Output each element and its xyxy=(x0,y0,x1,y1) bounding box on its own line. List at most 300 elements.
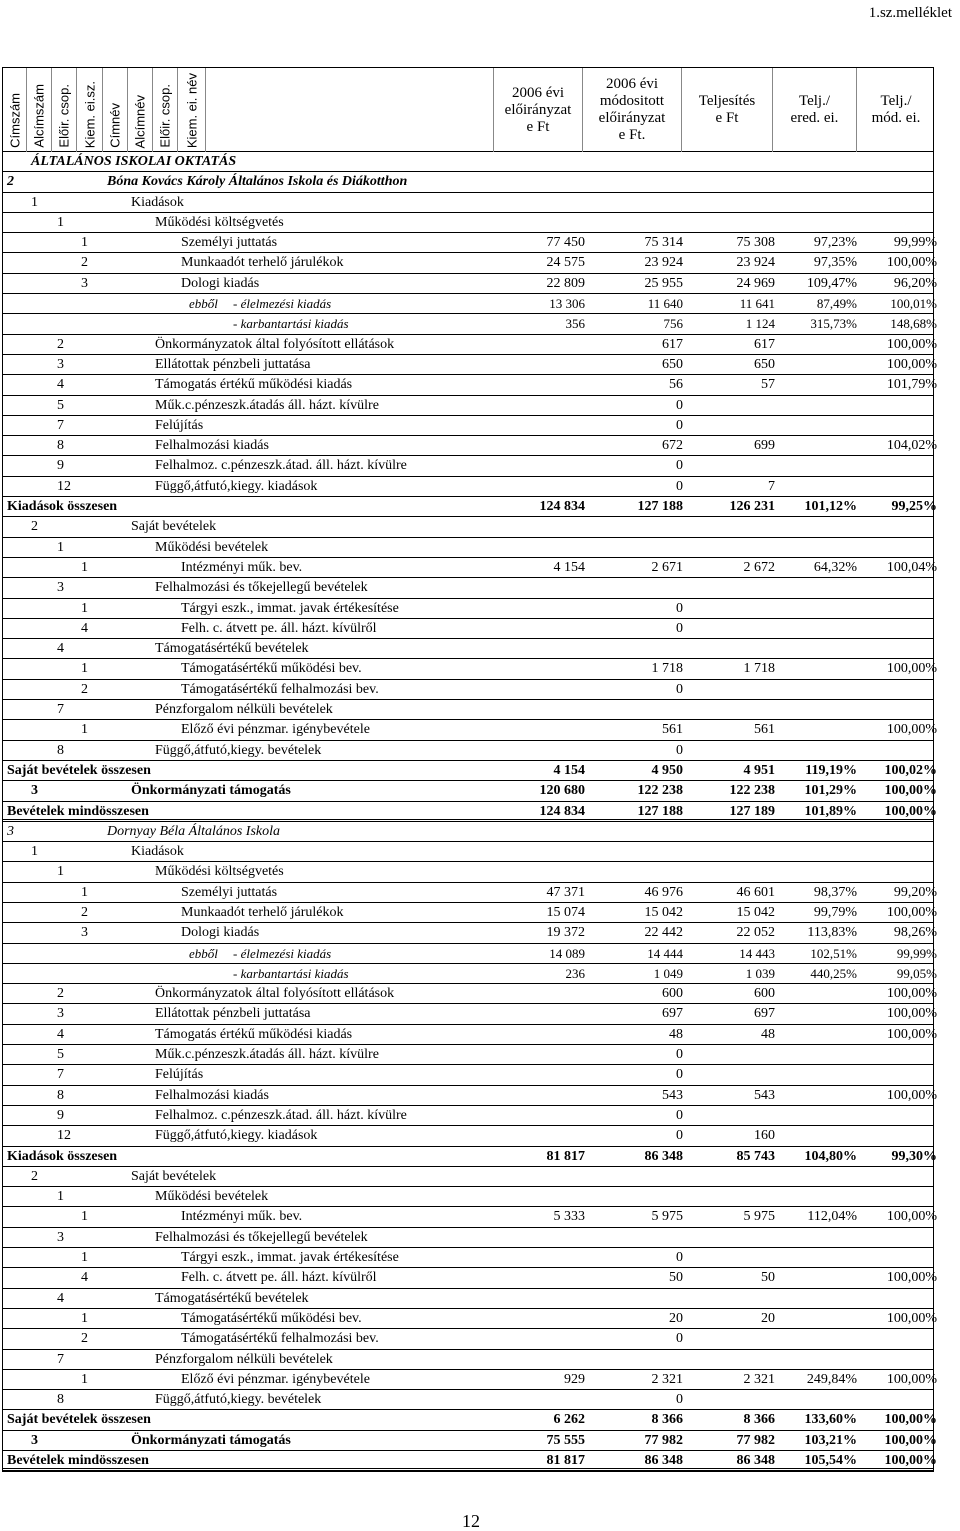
value-col-5: 104,02% xyxy=(886,438,937,454)
value-col-1: 81 817 xyxy=(546,1453,585,1468)
row-label: Felhalmozási és tőkejellegű bevételek xyxy=(155,580,368,596)
table-row xyxy=(3,172,933,192)
row-label: Dologi kiadás xyxy=(181,925,260,941)
row-code: 4 xyxy=(57,1026,64,1042)
value-col-2: 11 640 xyxy=(647,296,683,312)
column-header-1 xyxy=(494,68,583,152)
table-row xyxy=(3,193,933,213)
row-label: Bevételek mindösszesen xyxy=(7,1453,149,1468)
row-label: Előző évi pénzmar. igénybevétele xyxy=(181,1371,370,1387)
table-row xyxy=(3,1410,937,1430)
vertical-header-3 xyxy=(52,68,77,152)
value-col-5: 100,00% xyxy=(884,783,937,799)
value-col-3: 127 189 xyxy=(729,803,775,819)
value-col-3: 24 969 xyxy=(736,275,775,291)
row-label: Bóna Kovács Károly Általános Iskola és Diákotthon xyxy=(107,174,408,190)
row-code: 8 xyxy=(57,1087,64,1103)
value-col-2: 75 314 xyxy=(644,235,683,251)
value-col-5: 100,04% xyxy=(886,559,937,575)
value-col-4: 97,35% xyxy=(813,255,857,271)
value-col-2: 14 444 xyxy=(647,945,683,961)
row-label: Önkormányzatok által folyósított ellátások xyxy=(155,986,395,1002)
value-col-4: 101,12% xyxy=(804,499,857,515)
row-code: 7 xyxy=(57,1067,64,1083)
row-label: Saját bevételek összesen xyxy=(7,1412,151,1428)
value-col-5: 100,01% xyxy=(890,296,937,312)
table-row xyxy=(3,619,933,639)
value-col-4: 103,21% xyxy=(804,1432,857,1448)
value-col-1: 13 306 xyxy=(549,296,585,312)
row-label: Saját bevételek xyxy=(131,519,217,535)
row-label: Működési költségvetés xyxy=(155,864,284,880)
value-col-3: 2 672 xyxy=(743,559,775,575)
value-col-1: 75 555 xyxy=(546,1432,585,1448)
value-col-5: 100,00% xyxy=(886,904,937,920)
value-col-3: 23 924 xyxy=(736,255,775,271)
row-label: Önkormányzatok által folyósított ellátások xyxy=(155,336,395,352)
row-code: 2 xyxy=(31,519,38,535)
value-col-2: 25 955 xyxy=(644,275,683,291)
row-label: Felhalmozási kiadás xyxy=(155,1087,269,1103)
value-col-3: 1 718 xyxy=(743,661,775,677)
row-label: Műk.c.pénzeszk.átadás áll. házt. kívülre xyxy=(155,1047,379,1063)
value-col-2: 77 982 xyxy=(644,1432,683,1448)
row-label: Műk.c.pénzeszk.átadás áll. házt. kívülre xyxy=(155,397,379,413)
vertical-header-2 xyxy=(27,68,52,152)
annex-label: 1.sz.melléklet xyxy=(868,5,952,21)
value-col-3: 122 238 xyxy=(729,783,775,799)
table-row xyxy=(3,639,933,659)
table-row xyxy=(3,964,937,984)
value-col-2: 543 xyxy=(662,1087,683,1103)
value-col-5: 100,00% xyxy=(884,1412,937,1428)
row-code: 1 xyxy=(57,539,64,555)
table-row xyxy=(3,416,933,436)
value-col-5: 100,00% xyxy=(886,1026,937,1042)
value-col-1: 236 xyxy=(565,965,585,981)
table-row xyxy=(3,497,937,517)
row-code: 2 xyxy=(81,681,88,697)
row-label: Felújítás xyxy=(155,1067,204,1083)
row-label: Felhalmoz. c.pénzeszk.átad. áll. házt. kívülre xyxy=(155,458,407,474)
table-row xyxy=(3,436,937,456)
value-col-1: 4 154 xyxy=(553,559,585,575)
row-label: Támogatás értékű működési kiadás xyxy=(155,377,353,393)
row-label: Kiadások xyxy=(131,194,184,210)
vertical-header-label: Címszám xyxy=(7,93,22,148)
row-label: Támogatásértékű bevételek xyxy=(155,641,309,657)
table-row xyxy=(3,822,933,842)
row-code: 8 xyxy=(57,438,64,454)
table-row xyxy=(3,1106,933,1126)
table-header xyxy=(3,68,933,152)
row-code: 1 xyxy=(81,1310,88,1326)
value-col-5: 100,00% xyxy=(884,1453,937,1468)
row-label: Dornyay Béla Általános Iskola xyxy=(107,823,281,839)
table-row xyxy=(3,213,933,233)
value-col-2: 0 xyxy=(676,620,683,636)
table-row xyxy=(3,1390,933,1410)
value-col-5: 100,02% xyxy=(884,762,937,778)
vertical-header-5 xyxy=(103,68,128,152)
row-code: 3 xyxy=(57,356,64,372)
value-col-2: 561 xyxy=(662,722,683,738)
value-col-2: 0 xyxy=(676,600,683,616)
row-label: Munkaadót terhelő járulékok xyxy=(181,904,344,920)
value-col-1: 14 089 xyxy=(549,945,585,961)
row-code: 4 xyxy=(81,1270,88,1286)
value-col-5: 98,26% xyxy=(893,925,937,941)
table-row xyxy=(3,558,937,578)
value-col-2: 650 xyxy=(662,356,683,372)
header-spacer xyxy=(206,68,494,152)
value-col-4: 109,47% xyxy=(806,275,857,291)
value-col-3: 4 951 xyxy=(743,762,775,778)
table-row xyxy=(3,538,933,558)
vertical-header-7 xyxy=(153,68,178,152)
value-col-2: 756 xyxy=(663,316,683,332)
row-code: 1 xyxy=(31,194,38,210)
vertical-header-label: Alcímszám xyxy=(31,84,47,148)
row-label: Személyi juttatás xyxy=(181,235,278,251)
row-code: 1 xyxy=(81,722,88,738)
value-col-2: 0 xyxy=(676,1250,683,1266)
row-label: Személyi juttatás xyxy=(181,884,278,900)
value-col-4: 133,60% xyxy=(804,1412,857,1428)
value-col-1: 929 xyxy=(564,1371,585,1387)
value-col-2: 50 xyxy=(669,1270,683,1286)
value-col-2: 0 xyxy=(676,478,683,494)
table-row xyxy=(3,1065,933,1085)
value-col-4: 101,89% xyxy=(804,803,857,819)
row-code: 1 xyxy=(81,1371,88,1387)
value-col-5: 100,00% xyxy=(884,803,937,819)
table-row xyxy=(3,741,933,761)
value-col-1: 15 074 xyxy=(546,904,585,920)
row-code: 3 xyxy=(57,1006,64,1022)
vertical-header-label: Előir. csop. xyxy=(56,84,72,148)
table-row xyxy=(3,599,933,619)
row-code: 1 xyxy=(81,1250,88,1266)
value-col-2: 672 xyxy=(662,438,683,454)
row-label: - karbantartási kiadás xyxy=(233,316,349,332)
value-col-2: 617 xyxy=(662,336,683,352)
value-col-3: 543 xyxy=(754,1087,775,1103)
row-code: 2 xyxy=(57,986,64,1002)
value-col-4: 440,25% xyxy=(810,965,857,981)
row-code: 3 xyxy=(31,783,38,799)
row-label: Támogatásértékű felhalmozási bev. xyxy=(181,681,379,697)
row-code: 5 xyxy=(57,1047,64,1063)
row-code: 1 xyxy=(57,1189,64,1205)
row-label: Intézményi műk. bev. xyxy=(181,1209,303,1225)
value-col-5: 99,99% xyxy=(896,945,937,961)
row-code: 7 xyxy=(57,702,64,718)
row-label: Tárgyi eszk., immat. javak értékesítése xyxy=(181,600,399,616)
value-col-3: 160 xyxy=(754,1128,775,1144)
row-code: ebből xyxy=(189,945,218,961)
value-col-2: 23 924 xyxy=(644,255,683,271)
table-row xyxy=(3,1329,933,1349)
table-row xyxy=(3,335,937,355)
value-col-2: 0 xyxy=(676,1392,683,1408)
value-col-2: 0 xyxy=(676,1047,683,1063)
row-code: 3 xyxy=(81,925,88,941)
value-col-4: 97,23% xyxy=(813,235,857,251)
table-row xyxy=(3,1207,937,1227)
value-col-3: 22 052 xyxy=(736,925,775,941)
value-col-4: 105,54% xyxy=(804,1453,857,1468)
row-label: - élelmezési kiadás xyxy=(233,945,332,961)
row-code: ebből xyxy=(189,296,218,312)
row-code: 5 xyxy=(57,397,64,413)
row-label: Dologi kiadás xyxy=(181,275,260,291)
table-row xyxy=(3,233,937,253)
value-col-3: 2 321 xyxy=(743,1371,775,1387)
row-label: Működési költségvetés xyxy=(155,214,284,230)
value-col-2: 48 xyxy=(669,1026,683,1042)
vertical-header-6 xyxy=(128,68,153,152)
row-code: 4 xyxy=(57,1290,64,1306)
value-col-5: 100,00% xyxy=(886,1310,937,1326)
table-row xyxy=(3,1187,933,1207)
table-row xyxy=(3,1431,937,1451)
table-body xyxy=(3,152,937,1471)
table-row xyxy=(3,274,937,294)
vertical-header-8 xyxy=(178,68,206,152)
value-col-1: 81 817 xyxy=(546,1148,585,1164)
value-col-5: 99,05% xyxy=(896,965,937,981)
value-col-5: 100,00% xyxy=(886,336,937,352)
value-col-4: 101,29% xyxy=(804,783,857,799)
vertical-header-1 xyxy=(3,68,27,152)
value-col-5: 100,00% xyxy=(884,1432,937,1448)
value-col-5: 99,30% xyxy=(891,1148,937,1164)
value-col-2: 1 049 xyxy=(653,965,683,981)
value-col-1: 356 xyxy=(565,316,585,332)
value-col-1: 24 575 xyxy=(546,255,585,271)
row-label: Támogatásértékű működési bev. xyxy=(181,661,362,677)
table-row xyxy=(3,477,933,497)
table-row xyxy=(3,883,937,903)
row-label: Felhalmoz. c.pénzeszk.átad. áll. házt. kívülre xyxy=(155,1107,407,1123)
value-col-4: 119,19% xyxy=(805,762,857,778)
value-col-3: 75 308 xyxy=(736,235,775,251)
value-col-4: 315,73% xyxy=(810,316,857,332)
table-row xyxy=(3,862,933,882)
table-row xyxy=(3,152,933,172)
row-label: Pénzforgalom nélküli bevételek xyxy=(155,702,333,718)
value-col-4: 102,51% xyxy=(810,945,857,961)
row-label: Saját bevételek összesen xyxy=(7,762,151,778)
table-row xyxy=(3,1309,937,1329)
value-col-2: 127 188 xyxy=(637,803,683,819)
value-col-2: 5 975 xyxy=(651,1209,683,1225)
row-code: 2 xyxy=(81,904,88,920)
value-col-1: 120 680 xyxy=(539,783,585,799)
value-col-2: 697 xyxy=(662,1006,683,1022)
value-col-2: 86 348 xyxy=(644,1148,683,1164)
row-code: 1 xyxy=(81,600,88,616)
page-number: 12 xyxy=(462,1511,480,1531)
table-row xyxy=(3,1289,933,1309)
value-col-2: 0 xyxy=(676,681,683,697)
table-row xyxy=(3,1004,937,1024)
vertical-header-4 xyxy=(77,68,103,152)
value-col-2: 46 976 xyxy=(644,884,683,900)
value-col-3: 699 xyxy=(754,438,775,454)
row-code: 3 xyxy=(7,823,14,839)
row-label: Bevételek mindösszesen xyxy=(7,803,149,819)
row-code: 1 xyxy=(81,661,88,677)
table-row xyxy=(3,1045,933,1065)
value-col-3: 617 xyxy=(754,336,775,352)
value-col-4: 99,79% xyxy=(813,904,857,920)
value-col-5: 100,00% xyxy=(886,722,937,738)
value-col-2: 0 xyxy=(676,1067,683,1083)
row-label: Támogatásértékű működési bev. xyxy=(181,1310,362,1326)
value-col-3: 600 xyxy=(754,986,775,1002)
value-col-2: 8 366 xyxy=(651,1412,683,1428)
table-row xyxy=(3,761,937,781)
row-label: Felhalmozási és tőkejellegű bevételek xyxy=(155,1229,368,1245)
table-row xyxy=(3,578,933,598)
value-col-3: 1 124 xyxy=(745,316,775,332)
row-code: 7 xyxy=(57,417,64,433)
table-row xyxy=(3,680,933,700)
row-label: Kiadások xyxy=(131,844,184,860)
row-code: 1 xyxy=(81,235,88,251)
value-col-5: 100,00% xyxy=(886,1006,937,1022)
row-label: Ellátottak pénzbeli juttatása xyxy=(155,1006,311,1022)
value-col-3: 126 231 xyxy=(729,499,775,515)
row-label: ÁLTALÁNOS ISKOLAI OKTATÁS xyxy=(31,154,237,169)
table-row xyxy=(3,294,937,314)
value-col-4: 98,37% xyxy=(813,884,857,900)
table-row xyxy=(3,1248,933,1268)
table-row xyxy=(3,802,937,822)
row-label: Felh. c. átvett pe. áll. házt. kívülről xyxy=(181,620,377,636)
value-col-3: 85 743 xyxy=(736,1148,775,1164)
row-code: 8 xyxy=(57,1392,64,1408)
row-label: Pénzforgalom nélküli bevételek xyxy=(155,1351,333,1367)
table-row xyxy=(3,375,937,395)
value-col-5: 148,68% xyxy=(890,316,937,332)
vertical-header-label: Kiem. ei.sz. xyxy=(82,80,97,148)
value-col-2: 0 xyxy=(676,397,683,413)
row-code: 1 xyxy=(57,214,64,230)
column-header-label: Telj./ mód. ei. xyxy=(871,93,921,126)
row-label: Támogatás értékű működési kiadás xyxy=(155,1026,353,1042)
value-col-4: 112,04% xyxy=(807,1209,857,1225)
value-col-3: 46 601 xyxy=(736,884,775,900)
value-col-2: 0 xyxy=(676,458,683,474)
table-row xyxy=(3,1025,937,1045)
row-label: Felh. c. átvett pe. áll. házt. kívülről xyxy=(181,1270,377,1286)
value-col-3: 650 xyxy=(754,356,775,372)
value-col-2: 1 718 xyxy=(651,661,683,677)
vertical-header-label: Címnév xyxy=(107,103,123,148)
table-row xyxy=(3,1147,937,1167)
value-col-3: 50 xyxy=(761,1270,775,1286)
value-col-1: 77 450 xyxy=(546,235,585,251)
row-label: Támogatásértékű felhalmozási bev. xyxy=(181,1331,379,1347)
value-col-2: 600 xyxy=(662,986,683,1002)
value-col-2: 122 238 xyxy=(637,783,683,799)
vertical-header-label: Alcímnév xyxy=(132,94,148,148)
value-col-3: 8 366 xyxy=(743,1412,775,1428)
row-code: 3 xyxy=(31,1432,38,1448)
row-label: Függő,átfutó,kiegy. bevételek xyxy=(155,742,322,758)
value-col-1: 19 372 xyxy=(546,925,585,941)
value-col-5: 100,00% xyxy=(886,1371,937,1387)
table-row xyxy=(3,720,937,740)
row-label: Működési bevételek xyxy=(155,539,269,555)
row-label: - élelmezési kiadás xyxy=(233,296,332,312)
value-col-4: 104,80% xyxy=(804,1148,857,1164)
value-col-4: 249,84% xyxy=(806,1371,857,1387)
row-label: Intézményi műk. bev. xyxy=(181,559,303,575)
value-col-2: 127 188 xyxy=(637,499,683,515)
value-col-1: 47 371 xyxy=(546,884,585,900)
vertical-header-label: Előir. csop. xyxy=(157,84,173,148)
row-code: 4 xyxy=(57,377,64,393)
table-row xyxy=(3,903,937,923)
table-row xyxy=(3,700,933,720)
row-label: Kiadások összesen xyxy=(7,499,118,515)
value-col-2: 0 xyxy=(676,1107,683,1123)
value-col-3: 77 982 xyxy=(736,1432,775,1448)
row-label: Saját bevételek xyxy=(131,1168,217,1184)
row-code: 9 xyxy=(57,1107,64,1123)
row-code: 3 xyxy=(81,275,88,291)
vertical-header-label: Kiem. ei. név xyxy=(184,72,199,148)
column-header-label: Teljesítés e Ft xyxy=(698,93,756,126)
value-col-1: 124 834 xyxy=(539,499,585,515)
row-code: 3 xyxy=(57,1229,64,1245)
value-col-5: 100,00% xyxy=(886,255,937,271)
value-col-3: 5 975 xyxy=(743,1209,775,1225)
value-col-2: 15 042 xyxy=(644,904,683,920)
column-header-2 xyxy=(583,68,682,152)
table-row xyxy=(3,1370,937,1390)
row-label: - karbantartási kiadás xyxy=(233,965,349,981)
value-col-3: 7 xyxy=(768,478,775,494)
value-col-3: 1 039 xyxy=(745,965,775,981)
value-col-3: 15 042 xyxy=(736,904,775,920)
table-row xyxy=(3,1086,937,1106)
value-col-3: 48 xyxy=(761,1026,775,1042)
value-col-2: 2 321 xyxy=(651,1371,683,1387)
value-col-2: 0 xyxy=(676,1128,683,1144)
row-code: 2 xyxy=(81,255,88,271)
column-header-label: 2006 évi módositott előirányzat e Ft. xyxy=(598,76,666,143)
value-col-1: 5 333 xyxy=(553,1209,585,1225)
value-col-2: 4 950 xyxy=(651,762,683,778)
row-code: 2 xyxy=(81,1331,88,1347)
value-col-4: 64,32% xyxy=(813,559,857,575)
table-row xyxy=(3,1228,933,1248)
value-col-5: 99,20% xyxy=(893,884,937,900)
value-col-5: 100,00% xyxy=(886,1270,937,1286)
value-col-2: 0 xyxy=(676,1331,683,1347)
value-col-5: 101,79% xyxy=(886,377,937,393)
row-label: Tárgyi eszk., immat. javak értékesítése xyxy=(181,1250,399,1266)
row-code: 4 xyxy=(57,641,64,657)
row-code: 4 xyxy=(81,620,88,636)
value-col-3: 11 641 xyxy=(739,296,775,312)
row-label: Kiadások összesen xyxy=(7,1148,118,1164)
